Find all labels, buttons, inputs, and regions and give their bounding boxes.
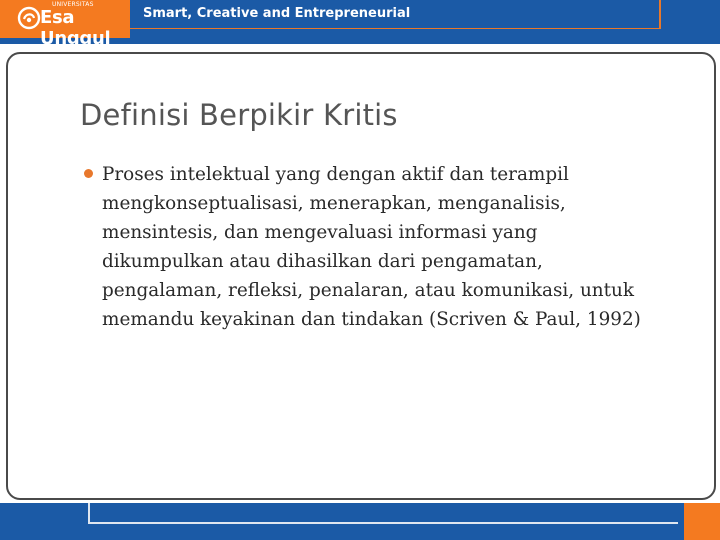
header-accent-line bbox=[130, 28, 660, 29]
bullet-dot-icon bbox=[84, 169, 93, 178]
header-accent-divider bbox=[659, 0, 661, 29]
bullet-text: Proses intelektual yang dengan aktif dan terampil mengkonseptualisasi, menerapkan, menganalisis, mensintesis, dan mengevaluasi informasi yang dikumpulkan atau dihasilkan dari pengamatan, pengalaman, refleksi, penalaran, atau komunikasi, untuk memandu keyakinan dan tindakan (Scriven & Paul, 1992) bbox=[102, 164, 641, 330]
logo-text: Esa Unggul bbox=[40, 7, 111, 49]
bullet-item bbox=[82, 160, 642, 334]
header-tagline: Smart, Creative and Entrepreneurial bbox=[143, 6, 411, 21]
footer-accent-divider bbox=[88, 503, 90, 523]
footer-accent-block bbox=[684, 503, 720, 540]
slide-title: Definisi Berpikir Kritis bbox=[80, 98, 398, 132]
footer-accent-line bbox=[88, 522, 678, 524]
logo-swirl-icon bbox=[17, 6, 41, 30]
logo-small-text: UNIVERSITAS bbox=[52, 1, 94, 8]
bullet-list bbox=[82, 160, 642, 334]
university-logo bbox=[0, 0, 130, 49]
